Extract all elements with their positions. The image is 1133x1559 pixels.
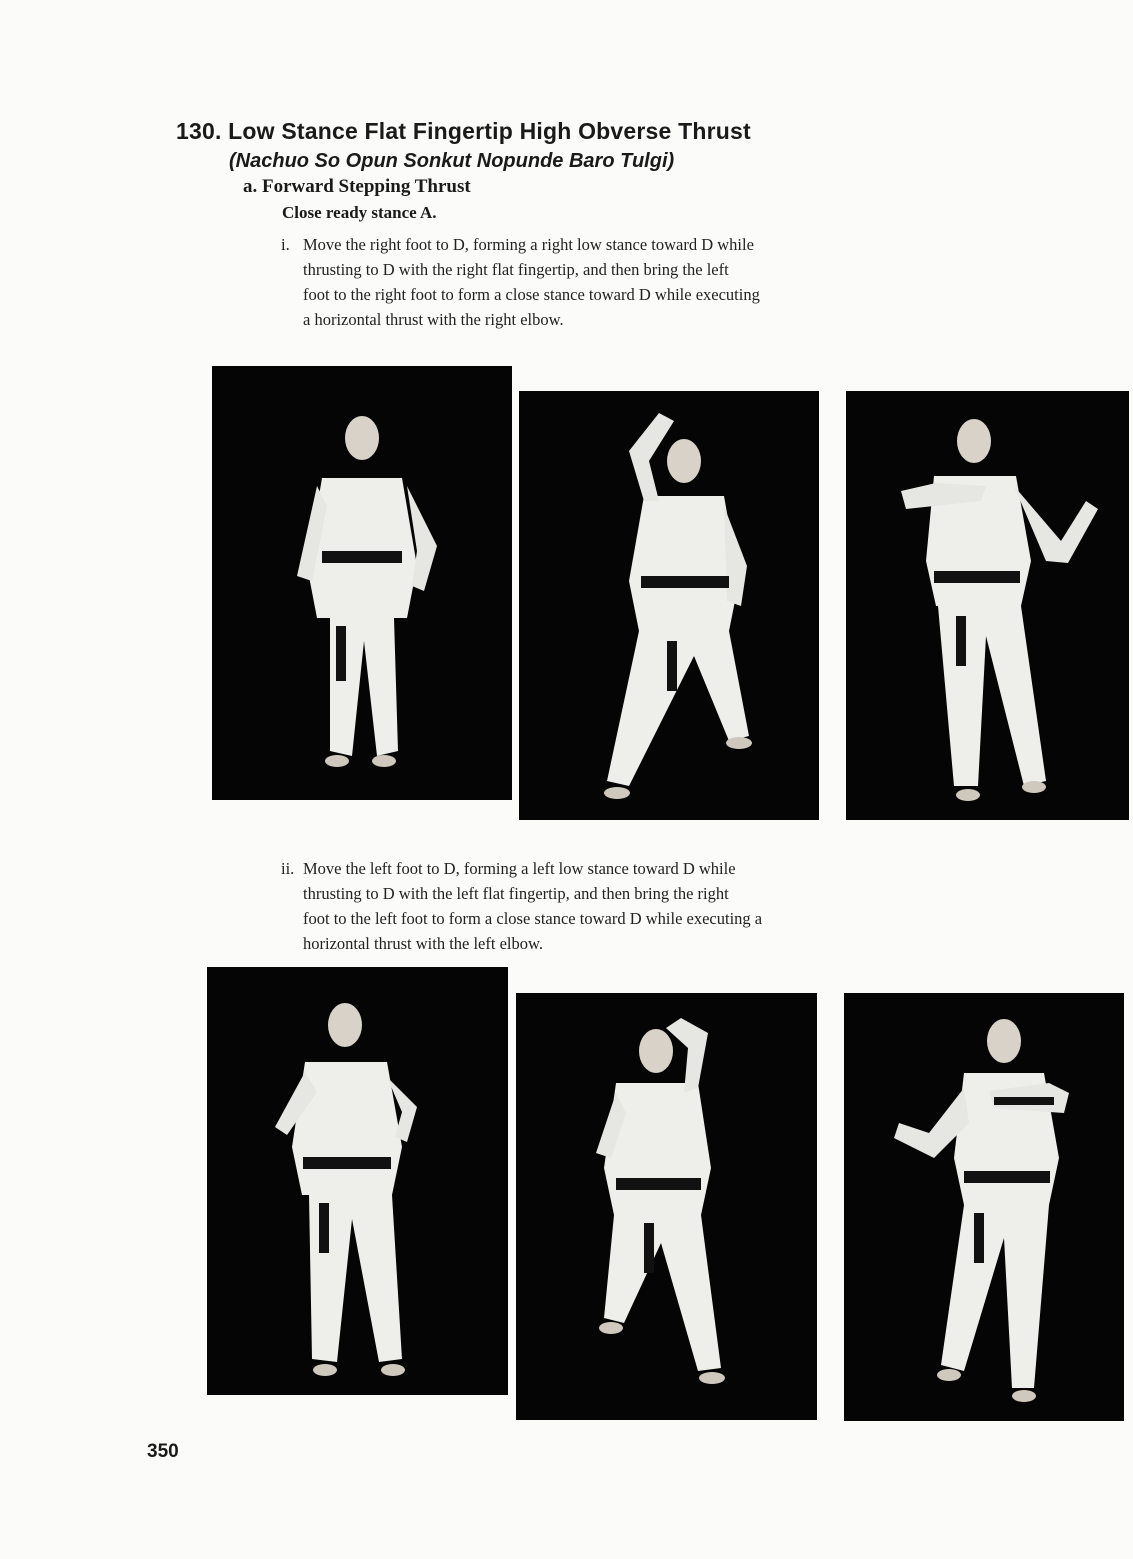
- page-subheading: (Nachuo So Opun Sonkut Nopunde Baro Tulgi): [229, 150, 675, 172]
- page-heading: 130. Low Stance Flat Fingertip High Obverse Thrust: [176, 118, 751, 144]
- figure-ready-stance-icon: [207, 967, 508, 1395]
- photo-step-1b: [519, 391, 819, 820]
- text-line: horizontal thrust with the left elbow.: [303, 934, 543, 953]
- figure-elbow-thrust-icon: [846, 391, 1129, 820]
- step-2-text: [281, 856, 1003, 956]
- figure-elbow-thrust-icon: [844, 993, 1124, 1421]
- photo-step-2b: [516, 993, 817, 1420]
- figure-fingertip-thrust-icon: [519, 391, 819, 820]
- text-line: Move the right foot to D, forming a right low stance toward D while: [303, 235, 754, 254]
- text-line: Move the left foot to D, forming a left low stance toward D while: [303, 859, 736, 878]
- step-1-text: [281, 232, 1003, 332]
- section-title: a. Forward Stepping Thrust: [243, 176, 471, 197]
- text-line: foot to the left foot to form a close stance toward D while executing a: [303, 909, 763, 928]
- photo-step-2a: [207, 967, 508, 1395]
- figure-ready-stance-icon: [212, 366, 512, 800]
- step-number: ii.: [281, 859, 295, 878]
- photo-step-1c: [846, 391, 1129, 820]
- photo-step-2c: [844, 993, 1124, 1421]
- text-line: foot to the right foot to form a close stance toward D while executing: [303, 285, 760, 304]
- text-line: a horizontal thrust with the right elbow.: [303, 310, 564, 329]
- photo-step-1a: [212, 366, 512, 800]
- page-number: 350: [147, 1441, 179, 1462]
- figure-fingertip-thrust-icon: [516, 993, 817, 1420]
- text-line: thrusting to D with the left flat fingertip, and then bring the right: [303, 884, 729, 903]
- ready-stance-text: Close ready stance A.: [282, 203, 437, 222]
- step-number: i.: [281, 235, 290, 254]
- text-line: thrusting to D with the right flat fingertip, and then bring the left: [303, 260, 729, 279]
